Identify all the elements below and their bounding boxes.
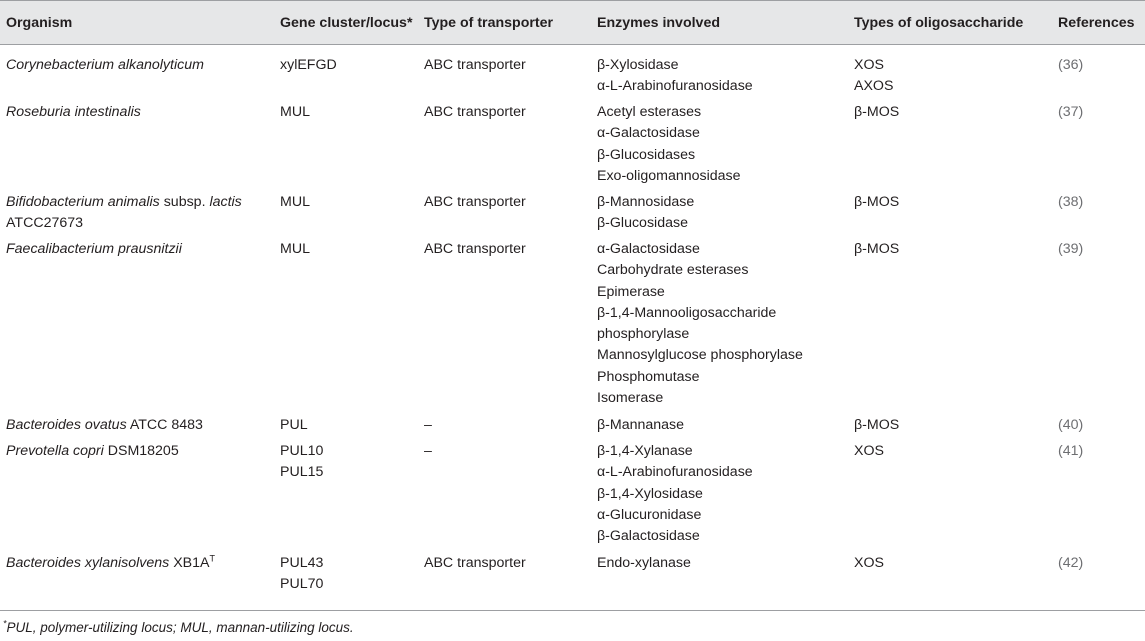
enzyme-item: β-Mannanase [597, 417, 685, 433]
oligosaccharide-cell [854, 192, 899, 213]
transporter-cell: ABC transporter [424, 241, 526, 257]
enzyme-item: α-Galactosidase [597, 125, 700, 142]
enzyme-item: Isomerase [597, 390, 664, 407]
table-body [0, 45, 1145, 611]
organism-name: Faecalibacterium prausnitzii [6, 241, 182, 257]
organism-name: Bacteroides xylanisolvens [6, 555, 170, 571]
table-footnote [3, 620, 354, 635]
gene-cluster-item: MUL [280, 104, 310, 120]
enzyme-item: α-Galactosidase [597, 241, 700, 257]
enzyme-item: β-Xylosidase [597, 57, 679, 73]
enzyme-item: Mannosylglucose phosphorylase [597, 347, 803, 364]
organism-name: Bacteroides ovatus [6, 417, 127, 433]
reference-link[interactable]: (41) [1058, 443, 1084, 459]
header-references: References [1058, 15, 1135, 31]
table-row [0, 405, 1145, 431]
gene-cluster-cell [280, 553, 323, 596]
enzyme-item: β-Glucosidase [597, 215, 688, 232]
organism-subspecies: lactis [209, 194, 242, 210]
reference-link[interactable]: (38) [1058, 194, 1084, 210]
header-organism: Organism [6, 15, 73, 31]
transporter-cell: – [424, 417, 432, 433]
oligosaccharide-item: XOS [854, 555, 884, 571]
oligosaccharide-cell [854, 102, 899, 123]
organism-strain: XB1A [169, 555, 210, 571]
organism-cell [6, 441, 179, 462]
organism-name: Prevotella copri [6, 443, 104, 459]
table-row [0, 431, 1145, 543]
table-row [0, 182, 1145, 232]
header-transporter: Type of transporter [424, 15, 554, 31]
enzyme-item: β-1,4-Xylosidase [597, 485, 703, 502]
header-oligosaccharide: Types of oligosaccharide [854, 15, 1024, 31]
reference-link[interactable]: (40) [1058, 417, 1084, 433]
enzyme-item: β-Glucosidases [597, 146, 696, 163]
gene-cluster-item: PUL70 [280, 576, 324, 593]
oligosaccharide-item: β-MOS [854, 104, 900, 120]
enzyme-item: α-Glucuronidase [597, 506, 702, 523]
table-row [0, 543, 1145, 611]
reference-link[interactable]: (36) [1058, 57, 1084, 73]
enzyme-item: Endo-xylanase [597, 555, 691, 571]
table-header [0, 0, 1145, 45]
oligosaccharide-cell [854, 441, 884, 462]
footnote-text: PUL, polymer-utilizing locus; MUL, mannan-utilizing locus. [6, 620, 354, 635]
gene-cluster-cell [280, 239, 310, 260]
table-row [0, 45, 1145, 95]
gene-cluster-item: PUL10 [280, 443, 324, 459]
organism-cell [6, 553, 215, 574]
gene-cluster-cell [280, 192, 310, 213]
gene-cluster-cell [280, 441, 323, 484]
gene-cluster-item: MUL [280, 241, 310, 257]
enzyme-item: Epimerase [597, 283, 665, 300]
enzyme-item: β-Mannosidase [597, 194, 695, 210]
enzymes-cell [597, 553, 691, 574]
organism-strain-line: ATCC27673 [6, 215, 84, 232]
transporter-cell: ABC transporter [424, 555, 526, 571]
oligosaccharide-item: β-MOS [854, 417, 900, 433]
oligosaccharide-item: XOS [854, 57, 884, 73]
enzyme-item: phosphorylase [597, 326, 690, 343]
organism-name: Bifidobacterium animalis [6, 194, 160, 210]
enzyme-item: β-Galactosidase [597, 528, 700, 545]
transporter-cell: – [424, 443, 432, 459]
header-enzymes: Enzymes involved [597, 15, 721, 31]
header-gene-cluster: Gene cluster/locus* [280, 15, 413, 31]
oligosaccharide-cell [854, 553, 884, 574]
organism-strain: ATCC 8483 [126, 417, 203, 433]
organism-cell [6, 55, 204, 76]
organism-cell [6, 102, 141, 123]
transporter-cell: ABC transporter [424, 57, 526, 73]
enzymes-cell [597, 441, 753, 547]
enzymes-cell [597, 102, 741, 187]
oligosaccharide-item: XOS [854, 443, 884, 459]
footnote-marker: * [3, 618, 7, 629]
reference-link[interactable]: (39) [1058, 241, 1084, 257]
enzyme-item: α-L-Arabinofuranosidase [597, 464, 753, 481]
enzyme-item: β-1,4-Mannooligosaccharide [597, 304, 777, 321]
reference-link[interactable]: (42) [1058, 555, 1084, 571]
oligosaccharide-item: β-MOS [854, 241, 900, 257]
transporter-cell: ABC transporter [424, 104, 526, 120]
enzymes-cell [597, 239, 803, 409]
oligosaccharide-item: AXOS [854, 78, 894, 95]
organism-strain: DSM18205 [103, 443, 179, 459]
organism-name: Corynebacterium alkanolyticum [6, 57, 204, 73]
organism-strain: subsp. [159, 194, 210, 210]
organism-name: Roseburia intestinalis [6, 104, 141, 120]
enzyme-item: β-1,4-Xylanase [597, 443, 693, 459]
gene-cluster-item: PUL43 [280, 555, 324, 571]
enzyme-item: Phosphomutase [597, 368, 700, 385]
reference-link[interactable]: (37) [1058, 104, 1084, 120]
gene-cluster-item: xylEFGD [280, 57, 337, 73]
oligosaccharide-cell [854, 239, 899, 260]
gene-cluster-item: PUL15 [280, 464, 324, 481]
gene-cluster-cell [280, 102, 310, 123]
gene-cluster-cell [280, 55, 337, 76]
table-row [0, 229, 1145, 405]
gene-cluster-item: MUL [280, 194, 310, 210]
enzyme-item: α-L-Arabinofuranosidase [597, 78, 753, 95]
organism-type-strain-mark: T [209, 553, 215, 564]
enzyme-item: Exo-oligomannosidase [597, 167, 741, 184]
table-row [0, 92, 1145, 182]
gene-cluster-item: PUL [280, 417, 308, 433]
organism-cell [6, 239, 182, 260]
enzyme-item: Carbohydrate esterases [597, 262, 749, 279]
oligosaccharide-item: β-MOS [854, 194, 900, 210]
table-bottom-rule [0, 610, 1145, 611]
transporter-cell: ABC transporter [424, 194, 526, 210]
enzyme-item: Acetyl esterases [597, 104, 702, 120]
